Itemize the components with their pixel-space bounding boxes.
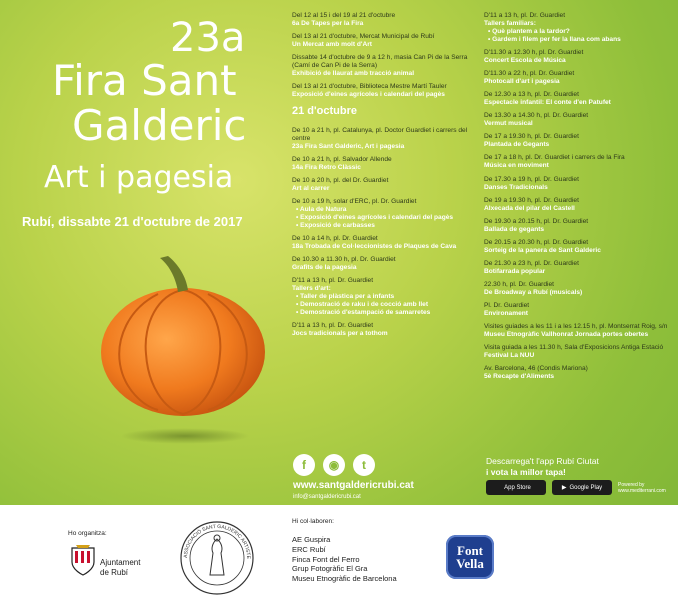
social-links — [293, 454, 375, 476]
program-event — [484, 302, 674, 318]
event-time-place: D'11 a 13 h, pl. Dr. Guardiet — [484, 12, 566, 19]
program-event — [484, 12, 674, 44]
program-event — [484, 239, 674, 255]
event-title: Ballada de gegants — [484, 225, 545, 233]
collaborator-item: Finca Font del Ferro — [292, 554, 360, 564]
pumpkin-image — [98, 254, 268, 419]
organizer-label: Ho organitza: — [68, 530, 107, 537]
event-sub-item: • Taller de plàstica per a infants — [296, 293, 395, 301]
day-heading: 21 d'octubre — [292, 105, 357, 118]
pumpkin-shadow — [120, 428, 250, 444]
event-title: Un Mercat amb molt d'Art — [292, 41, 372, 49]
twitter-icon[interactable]: t — [353, 454, 375, 476]
event-date: Rubí, dissabte 21 d'octubre de 2017 — [22, 214, 243, 229]
instagram-icon[interactable]: ◉ — [323, 454, 345, 476]
event-sub-item: • Què plantem a la tardor? — [488, 28, 570, 36]
event-time-place: D'11 a 13 h, pl. Dr. Guardiet — [292, 277, 374, 285]
ajuntament-name — [100, 558, 140, 578]
event-time-place: Visita guiada a les 11.30 h, Sala d'Exposicions Antiga Estació — [484, 344, 664, 351]
event-title: Museu Etnogràfic Vallhonrat Jornada portes obertes — [484, 330, 649, 338]
event-title: 23a Fira Sant Galderic, Art i pagesia — [292, 142, 405, 150]
collaborator-item: AE Guspira — [292, 535, 331, 544]
event-sub-item: • Gardem i filem per fer la llana com abans — [488, 36, 621, 44]
title-line-2: Galderic — [72, 101, 247, 150]
program-event — [484, 281, 674, 297]
program-event — [484, 112, 674, 128]
program-event — [292, 277, 477, 317]
event-title: Festival La NUU — [484, 352, 535, 360]
event-sub-item: • Exposició de carbasses — [296, 222, 375, 229]
event-title: 18a Trobada de Col·leccionistes de Plaques de Cava — [292, 243, 457, 251]
program-event — [292, 156, 477, 172]
event-time-place: De 20.15 a 20.30 h, pl. Dr. Guardiet — [484, 238, 589, 246]
collaborator-item: Grup Fotogràfic El Gra — [292, 564, 368, 574]
event-time-place: D'11.30 a 22 h, pl. Dr. Guardiet — [484, 70, 575, 78]
program-event — [292, 54, 477, 78]
app-store-label: App Store — [504, 484, 531, 491]
ajuntament-line-1: Ajuntament — [100, 558, 141, 567]
facebook-icon[interactable]: f — [293, 454, 315, 476]
event-title: Espectacle infantil: El conte d'en Patufet — [484, 99, 611, 107]
event-time-place: De 10 a 20 h, pl. del Dr. Guardiet — [292, 176, 389, 184]
program-event — [484, 260, 674, 276]
event-time-place: De 17 a 19.30 h, pl. Dr. Guardiet — [484, 133, 579, 141]
collaborator-item: Museu Etnogràfic de Barcelona — [292, 574, 397, 583]
sponsor-line-1: Font — [457, 543, 483, 558]
event-title: 14a Fira Retro Clàssic — [292, 163, 361, 171]
website-link[interactable]: www.santgaldericrubi.cat — [293, 480, 414, 491]
title-line-1: Fira Sant — [52, 56, 237, 105]
event-time-place: De 19.30 a 20.15 h, pl. Dr. Guardiet — [484, 217, 589, 225]
program-event — [292, 235, 477, 251]
program-event — [292, 33, 477, 49]
event-time-place: Visites guiades a les 11 i a les 12.15 h, pl. Montserrat Roig, s/n — [484, 322, 668, 330]
google-play-label: Google Play — [569, 484, 603, 491]
event-time-place: Av. Barcelona, 46 (Condis Mariona) — [484, 365, 588, 373]
program-event — [484, 365, 674, 381]
powered-by: Powered by www.mediterrani.com — [618, 481, 666, 494]
event-time-place: 22.30 h, pl. Dr. Guardiet — [484, 280, 555, 288]
event-time-place: De 13.30 a 14.30 h, pl. Dr. Guardiet — [484, 112, 589, 120]
event-title: Environament — [484, 309, 528, 317]
edition-number: 23a — [170, 15, 246, 61]
event-time-place: Del 13 al 21 d'octubre, Biblioteca Mestre Martí Tauler — [292, 83, 447, 91]
program-event — [484, 176, 674, 192]
event-time-place: Dissabte 14 d'octubre de 9 a 12 h, masia Can Pi de la Serra (Camí de Can Pi de la Serra) — [292, 54, 468, 70]
event-title: 5è Recapte d'Aliments — [484, 373, 555, 381]
event-title: Photocall d'art i pagesia — [484, 78, 560, 86]
app-promo — [486, 456, 599, 478]
event-time-place: De 10 a 19 h, solar d'ERC, pl. Dr. Guardiet — [292, 197, 417, 205]
event-title: Alxecada del pilar del Castell — [484, 204, 575, 212]
app-promo-line-2: i vota la millor tapa! — [486, 467, 566, 478]
email-link[interactable]: info@santgaldericrubi.cat — [293, 494, 361, 500]
program-event — [292, 322, 477, 338]
program-event — [292, 12, 477, 28]
event-title: 6a De Tapes per la Fira — [292, 20, 364, 28]
association-seal-icon — [178, 519, 256, 597]
program-event — [484, 197, 674, 213]
program-event — [484, 133, 674, 149]
program-column-1 — [292, 12, 477, 343]
collaborator-item: ERC Rubí — [292, 544, 326, 554]
program-event — [484, 49, 674, 65]
google-play-badge[interactable] — [552, 480, 612, 495]
event-time-place: De 10.30 a 11.30 h, pl. Dr. Guardiet — [292, 256, 396, 264]
event-title: Botifarrada popular — [484, 267, 546, 275]
event-title: Música en moviment — [484, 162, 549, 170]
event-sub-item: • Exposició d'eines agrícoles i calendari del pagès — [296, 213, 454, 221]
program-event — [292, 198, 477, 230]
font-vella-logo — [446, 535, 494, 579]
sponsor-line-2: Vella — [456, 556, 484, 571]
event-time-place: De 12.30 a 13 h, pl. Dr. Guardiet — [484, 91, 579, 99]
event-title: Concert Escola de Música — [484, 57, 566, 65]
event-title: Art al carrer — [292, 184, 330, 192]
event-title: Exhibició de llaurat amb tracció animal — [292, 70, 415, 78]
program-column-2 — [484, 12, 674, 386]
event-time-place: De 10 a 21 h, pl. Catalunya, pl. Doctor Guardiet i carrers del centre — [292, 126, 468, 142]
event-title: Jocs tradicionals per a tothom — [292, 330, 388, 338]
event-title: Tallers d'art: — [292, 285, 331, 293]
collaborators-list — [292, 535, 397, 584]
program-event — [484, 218, 674, 234]
event-title: Plantada de Gegants — [484, 141, 550, 149]
event-title: Vermut musical — [484, 120, 533, 128]
event-title: Danses Tradicionals — [484, 183, 548, 191]
event-time-place: De 10 a 21 h, pl. Salvador Allende — [292, 155, 392, 163]
event-sub-item: • Aula de Natura — [296, 205, 347, 213]
event-time-place: De 17.30 a 19 h, pl. Dr. Guardiet — [484, 175, 579, 183]
event-sub-item: • Demostració de raku i de cocció amb llet — [296, 301, 429, 309]
program-event — [484, 91, 674, 107]
play-icon: ▶ — [561, 485, 567, 491]
app-promo-line-1: Descarrega't l'app Rubí Ciutat — [486, 456, 599, 466]
event-title: Grafits de la pagesia — [292, 264, 357, 272]
event-time-place: De 17 a 18 h, pl. Dr. Guardiet i carrers de la Fira — [484, 154, 625, 162]
program-event — [484, 70, 674, 86]
event-title: Exposició d'eines agrícoles i calendari del pagès — [292, 91, 445, 99]
program-event — [292, 256, 477, 272]
rubi-crest-icon — [70, 544, 96, 576]
event-time-place: De 19 a 19.30 h, pl. Dr. Guardiet — [484, 196, 579, 204]
event-time-place: D'11 a 13 h, pl. Dr. Guardiet — [292, 322, 374, 330]
event-title: Tallers familiars: — [484, 20, 536, 28]
event-time-place: De 21.30 a 23 h, pl. Dr. Guardiet — [484, 259, 579, 267]
program-event — [292, 83, 477, 99]
program-event — [292, 127, 477, 151]
program-event — [484, 154, 674, 170]
seal-lettering: ASSOCIACIÓ SANT GALDERIC ARTISTE — [182, 523, 252, 560]
event-time-place: De 10 a 14 h, pl. Dr. Guardiet — [292, 235, 378, 243]
program-event — [292, 177, 477, 193]
program-event — [484, 323, 674, 339]
event-title: Sorteig de la panera de Sant Galderic — [484, 246, 601, 254]
event-sub-item: • Demostració d'estampació de samarretes — [296, 309, 431, 317]
program-event — [484, 344, 674, 360]
tagline: Art i pagesia — [44, 160, 234, 195]
store-badges — [486, 480, 666, 495]
event-time-place: Del 12 al 15 i del 19 al 21 d'octubre — [292, 12, 396, 19]
event-title: De Broadway a Rubí (musicals) — [484, 288, 583, 296]
app-store-badge[interactable] — [486, 480, 546, 495]
event-time-place: Pl. Dr. Guardiet — [484, 301, 530, 309]
event-time-place: D'11.30 a 12.30 h, pl. Dr. Guardiet — [484, 49, 584, 57]
collaborators-label: Hi col·laboren: — [292, 518, 334, 525]
event-time-place: Del 13 al 21 d'octubre, Mercat Municipal de Rubí — [292, 33, 435, 41]
ajuntament-line-2: de Rubí — [100, 568, 129, 577]
